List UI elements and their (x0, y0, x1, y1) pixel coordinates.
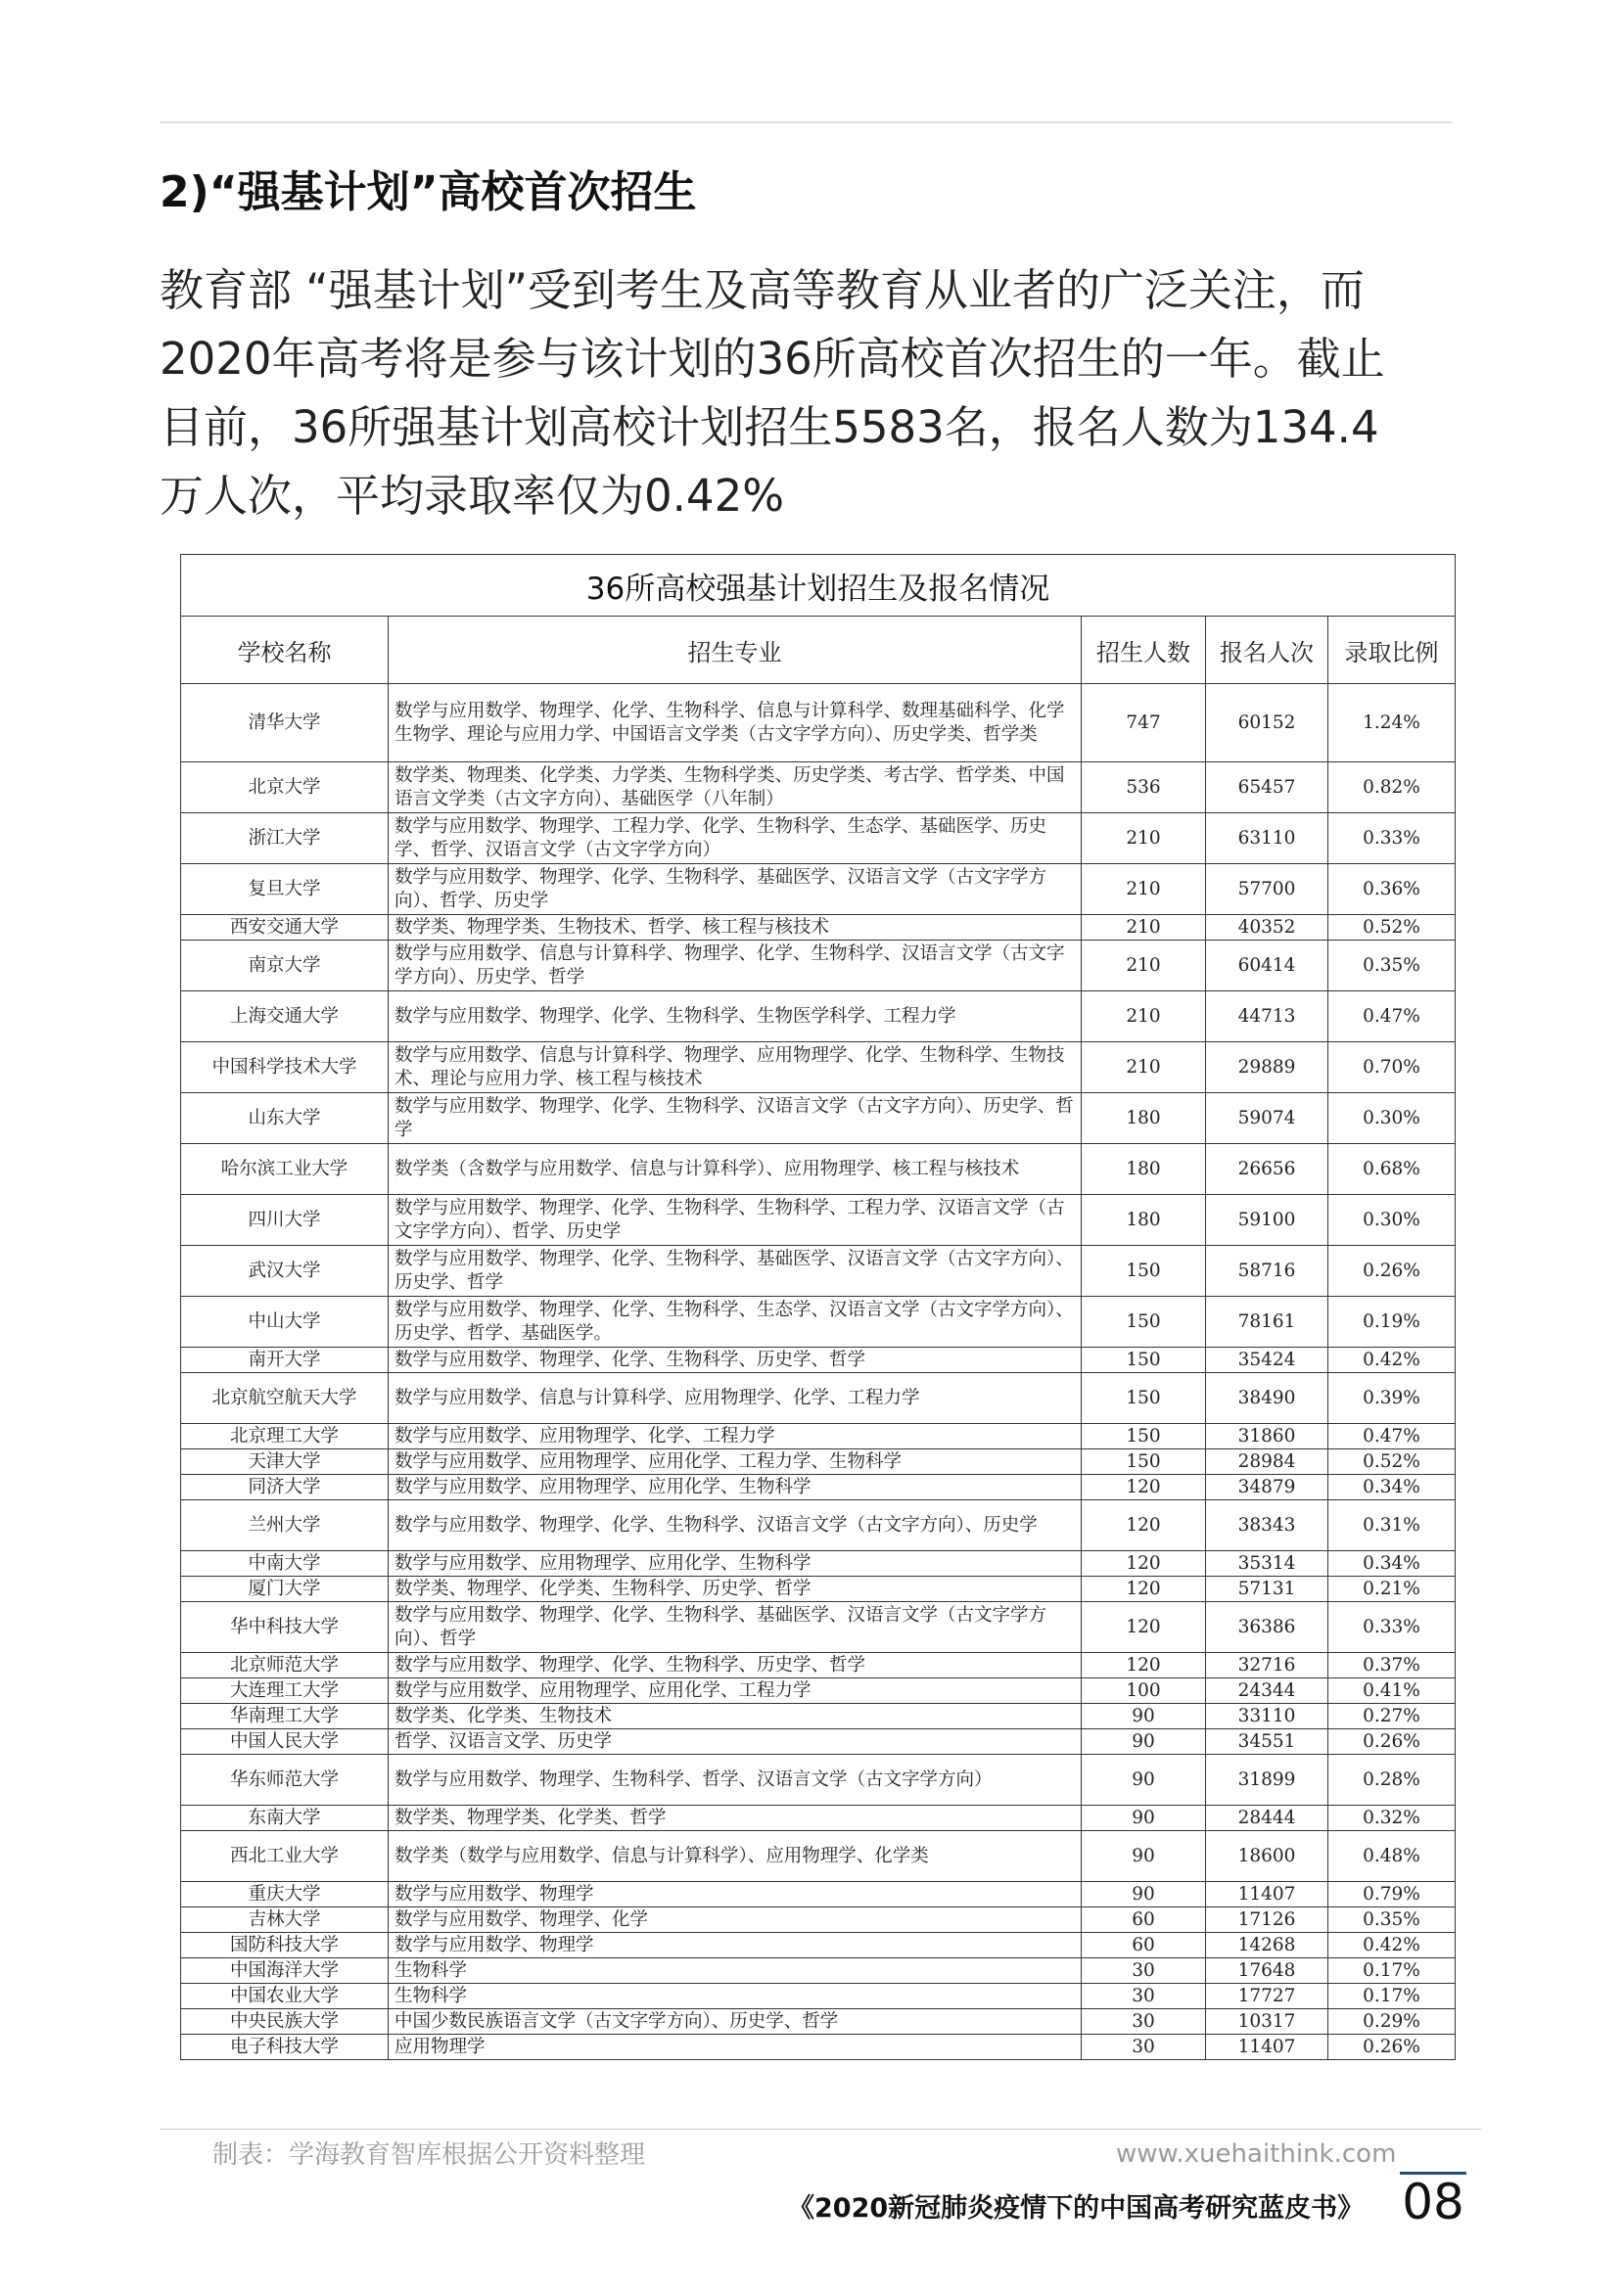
applicants-cell: 33110 (1206, 1704, 1328, 1729)
school-name-cell: 西北工业大学 (181, 1831, 389, 1882)
major-cell: 数学与应用数学、物理学、化学、生物科学、历史学、哲学 (389, 1653, 1082, 1678)
applicants-cell: 59100 (1206, 1195, 1328, 1246)
applicants-cell: 32716 (1206, 1653, 1328, 1678)
quota-cell: 180 (1082, 1195, 1206, 1246)
quota-cell: 150 (1082, 1348, 1206, 1373)
table-row (181, 1195, 1456, 1246)
applicants-cell: 17126 (1206, 1907, 1328, 1933)
table-row (181, 1042, 1456, 1093)
admission-rate-cell: 0.42% (1328, 1933, 1456, 1958)
applicants-cell: 60414 (1206, 941, 1328, 991)
major-cell: 数学与应用数学、物理学、化学、生物科学、生物医学科学、工程力学 (389, 991, 1082, 1042)
quota-cell: 210 (1082, 941, 1206, 991)
major-cell: 数学类、物理类、化学类、力学类、生物科学类、历史学类、考古学、哲学类、中国语言文学类（古文字方向）、基础医学（八年制） (389, 762, 1082, 813)
quota-cell: 90 (1082, 1806, 1206, 1831)
school-name-cell: 华中科技大学 (181, 1602, 389, 1653)
school-name-cell: 中山大学 (181, 1297, 389, 1348)
table-row (181, 1958, 1456, 1984)
quota-cell: 150 (1082, 1297, 1206, 1348)
major-cell: 数学与应用数学、应用物理学、应用化学、工程力学、生物科学 (389, 1449, 1082, 1475)
school-name-cell: 国防科技大学 (181, 1933, 389, 1958)
admission-rate-cell: 0.19% (1328, 1297, 1456, 1348)
applicants-cell: 24344 (1206, 1678, 1328, 1704)
quota-cell: 90 (1082, 1704, 1206, 1729)
quota-cell: 30 (1082, 1958, 1206, 1984)
major-cell: 数学与应用数学、信息与计算科学、物理学、应用物理学、化学、生物科学、生物技术、理论与应用力学、核工程与核技术 (389, 1042, 1082, 1093)
table-row (181, 2009, 1456, 2035)
table-row (181, 1984, 1456, 2009)
school-name-cell: 西安交通大学 (181, 915, 389, 941)
quota-cell: 120 (1082, 1475, 1206, 1500)
admission-rate-cell: 0.27% (1328, 1704, 1456, 1729)
table-row (181, 1144, 1456, 1195)
intro-line: 万人次，平均录取率仅为0.42% (160, 470, 784, 522)
major-cell: 中国少数民族语言文学（古文字学方向）、历史学、哲学 (389, 2009, 1082, 2035)
table-row (181, 1297, 1456, 1348)
applicants-cell: 28984 (1206, 1449, 1328, 1475)
applicants-cell: 11407 (1206, 1882, 1328, 1907)
quota-cell: 150 (1082, 1424, 1206, 1449)
quota-cell: 120 (1082, 1653, 1206, 1678)
school-name-cell: 清华大学 (181, 684, 389, 762)
admission-rate-cell: 0.26% (1328, 2035, 1456, 2060)
intro-line: 目前，36所强基计划高校计划招生5583名，报名人数为134.4 (160, 401, 1379, 453)
table-row (181, 762, 1456, 813)
admission-rate-cell: 0.34% (1328, 1475, 1456, 1500)
section-title: 2)“强基计划”高校首次招生 (160, 167, 697, 217)
school-name-cell: 上海交通大学 (181, 991, 389, 1042)
major-cell: 数学与应用数学、物理学 (389, 1882, 1082, 1907)
admission-rate-cell: 0.39% (1328, 1373, 1456, 1424)
major-cell: 数学与应用数学、应用物理学、化学、工程力学 (389, 1424, 1082, 1449)
applicants-cell: 44713 (1206, 991, 1328, 1042)
footer-divider (160, 2129, 1481, 2130)
table-row (181, 684, 1456, 762)
quota-cell: 536 (1082, 762, 1206, 813)
major-cell: 数学与应用数学、物理学、化学、生物科学、基础医学、汉语言文学（古文字学方向）、哲学 (389, 1602, 1082, 1653)
admission-rate-cell: 0.47% (1328, 991, 1456, 1042)
applicants-cell: 63110 (1206, 813, 1328, 864)
admission-rate-cell: 0.82% (1328, 762, 1456, 813)
major-cell: 应用物理学 (389, 2035, 1082, 2060)
school-name-cell: 兰州大学 (181, 1500, 389, 1551)
table-row (181, 1729, 1456, 1755)
major-cell: 数学与应用数学、物理学、化学、生物科学、基础医学、汉语言文学（古文字方向）、历史学、哲学 (389, 1246, 1082, 1297)
quota-cell: 120 (1082, 1500, 1206, 1551)
school-name-cell: 北京航空航天大学 (181, 1373, 389, 1424)
applicants-cell: 31899 (1206, 1755, 1328, 1806)
admission-rate-cell: 0.26% (1328, 1729, 1456, 1755)
book-title: 《2020新冠肺炎疫情下的中国高考研究蓝皮书》 (788, 2193, 1365, 2224)
site-url: www.xuehaithink.com (1116, 2139, 1397, 2169)
quota-cell: 30 (1082, 2009, 1206, 2035)
school-name-cell: 北京大学 (181, 762, 389, 813)
quota-cell: 60 (1082, 1907, 1206, 1933)
applicants-cell: 11407 (1206, 2035, 1328, 2060)
applicants-cell: 40352 (1206, 915, 1328, 941)
applicants-cell: 60152 (1206, 684, 1328, 762)
table-row (181, 1882, 1456, 1907)
intro-line: 教育部 “强基计划”受到考生及高等教育从业者的广泛关注，而 (160, 264, 1365, 316)
table-row (181, 1678, 1456, 1704)
source-note: 制表：学海教育智库根据公开资料整理 (212, 2140, 646, 2170)
applicants-cell: 18600 (1206, 1831, 1328, 1882)
quota-cell: 210 (1082, 915, 1206, 941)
admission-rate-cell: 0.31% (1328, 1500, 1456, 1551)
school-name-cell: 华东师范大学 (181, 1755, 389, 1806)
intro-paragraph (160, 256, 1462, 530)
school-name-cell: 华南理工大学 (181, 1704, 389, 1729)
admission-rate-cell: 0.33% (1328, 1602, 1456, 1653)
admission-rate-cell: 0.35% (1328, 1907, 1456, 1933)
quota-cell: 30 (1082, 2035, 1206, 2060)
admission-rate-cell: 1.24% (1328, 684, 1456, 762)
table-row (181, 1933, 1456, 1958)
table-row (181, 1602, 1456, 1653)
admission-rate-cell: 0.68% (1328, 1144, 1456, 1195)
admission-rate-cell: 0.30% (1328, 1195, 1456, 1246)
admission-rate-cell: 0.29% (1328, 2009, 1456, 2035)
admission-rate-cell: 0.52% (1328, 915, 1456, 941)
table-row (181, 1907, 1456, 1933)
quota-cell: 60 (1082, 1933, 1206, 1958)
admission-rate-cell: 0.17% (1328, 1984, 1456, 2009)
admission-rate-cell: 0.41% (1328, 1678, 1456, 1704)
quota-cell: 747 (1082, 684, 1206, 762)
major-cell: 数学与应用数学、物理学、化学、生物科学、汉语言文学（古文字方向）、历史学、哲学 (389, 1093, 1082, 1144)
table-row (181, 2035, 1456, 2060)
school-name-cell: 哈尔滨工业大学 (181, 1144, 389, 1195)
applicants-cell: 36386 (1206, 1602, 1328, 1653)
applicants-cell: 17727 (1206, 1984, 1328, 2009)
school-name-cell: 浙江大学 (181, 813, 389, 864)
school-name-cell: 山东大学 (181, 1093, 389, 1144)
major-cell: 数学类、物理学、化学类、生物科学、历史学、哲学 (389, 1577, 1082, 1602)
major-cell: 数学与应用数学、物理学、工程力学、化学、生物科学、生态学、基础医学、历史学、哲学、汉语言文学（古文字学方向） (389, 813, 1082, 864)
table-row (181, 1093, 1456, 1144)
school-name-cell: 东南大学 (181, 1806, 389, 1831)
header-school-name: 学校名称 (181, 617, 389, 684)
school-name-cell: 四川大学 (181, 1195, 389, 1246)
school-name-cell: 中国海洋大学 (181, 1958, 389, 1984)
table-row (181, 1551, 1456, 1577)
admission-rate-cell: 0.35% (1328, 941, 1456, 991)
admission-rate-cell: 0.70% (1328, 1042, 1456, 1093)
table-row (181, 1577, 1456, 1602)
table-body (181, 684, 1456, 2060)
applicants-cell: 59074 (1206, 1093, 1328, 1144)
enrollment-table-wrapper (180, 554, 1455, 2060)
applicants-cell: 10317 (1206, 2009, 1328, 2035)
applicants-cell: 38490 (1206, 1373, 1328, 1424)
table-row (181, 1500, 1456, 1551)
quota-cell: 120 (1082, 1577, 1206, 1602)
school-name-cell: 中国科学技术大学 (181, 1042, 389, 1093)
major-cell: 数学与应用数学、物理学、化学、生物科学、信息与计算科学、数理基础科学、化学生物学、理论与应用力学、中国语言文学类（古文字学方向）、历史学类、哲学类 (389, 684, 1082, 762)
school-name-cell: 中南大学 (181, 1551, 389, 1577)
table-row (181, 1806, 1456, 1831)
school-name-cell: 天津大学 (181, 1449, 389, 1475)
admission-rate-cell: 0.37% (1328, 1653, 1456, 1678)
quota-cell: 120 (1082, 1551, 1206, 1577)
header-quota: 招生人数 (1082, 617, 1206, 684)
quota-cell: 210 (1082, 864, 1206, 915)
major-cell: 数学与应用数学、物理学、化学、生物科学、历史学、哲学 (389, 1348, 1082, 1373)
major-cell: 生物科学 (389, 1958, 1082, 1984)
admission-rate-cell: 0.26% (1328, 1246, 1456, 1297)
table-row (181, 1246, 1456, 1297)
major-cell: 数学与应用数学、应用物理学、应用化学、生物科学 (389, 1475, 1082, 1500)
school-name-cell: 南开大学 (181, 1348, 389, 1373)
applicants-cell: 17648 (1206, 1958, 1328, 1984)
school-name-cell: 重庆大学 (181, 1882, 389, 1907)
major-cell: 数学与应用数学、物理学、生物科学、哲学、汉语言文学（古文字学方向） (389, 1755, 1082, 1806)
major-cell: 数学与应用数学、信息与计算科学、物理学、化学、生物科学、汉语言文学（古文字学方向）、历史学、哲学 (389, 941, 1082, 991)
applicants-cell: 34879 (1206, 1475, 1328, 1500)
table-row (181, 1449, 1456, 1475)
enrollment-table (180, 554, 1456, 2060)
applicants-cell: 78161 (1206, 1297, 1328, 1348)
applicants-cell: 57700 (1206, 864, 1328, 915)
table-row (181, 1704, 1456, 1729)
applicants-cell: 28444 (1206, 1806, 1328, 1831)
table-row (181, 1373, 1456, 1424)
applicants-cell: 34551 (1206, 1729, 1328, 1755)
major-cell: 数学与应用数学、物理学、化学、生物科学、汉语言文学（古文字方向）、历史学 (389, 1500, 1082, 1551)
quota-cell: 210 (1082, 991, 1206, 1042)
major-cell: 数学与应用数学、物理学、化学 (389, 1907, 1082, 1933)
table-row (181, 1653, 1456, 1678)
school-name-cell: 北京师范大学 (181, 1653, 389, 1678)
applicants-cell: 31860 (1206, 1424, 1328, 1449)
intro-line: 2020年高考将是参与该计划的36所高校首次招生的一年。截止 (160, 333, 1385, 385)
major-cell: 数学与应用数学、信息与计算科学、应用物理学、化学、工程力学 (389, 1373, 1082, 1424)
page-number: 08 (1402, 2174, 1464, 2230)
major-cell: 数学与应用数学、物理学、化学、生物科学、基础医学、汉语言文学（古文字学方向）、哲学、历史学 (389, 864, 1082, 915)
school-name-cell: 北京理工大学 (181, 1424, 389, 1449)
school-name-cell: 武汉大学 (181, 1246, 389, 1297)
header-applicants: 报名人次 (1206, 617, 1328, 684)
applicants-cell: 14268 (1206, 1933, 1328, 1958)
major-cell: 数学类（数学与应用数学、信息与计算科学）、应用物理学、化学类 (389, 1831, 1082, 1882)
quota-cell: 90 (1082, 1729, 1206, 1755)
table-row (181, 915, 1456, 941)
applicants-cell: 29889 (1206, 1042, 1328, 1093)
quota-cell: 150 (1082, 1449, 1206, 1475)
applicants-cell: 35314 (1206, 1551, 1328, 1577)
table-row (181, 1424, 1456, 1449)
quota-cell: 90 (1082, 1882, 1206, 1907)
quota-cell: 210 (1082, 813, 1206, 864)
school-name-cell: 厦门大学 (181, 1577, 389, 1602)
school-name-cell: 大连理工大学 (181, 1678, 389, 1704)
quota-cell: 180 (1082, 1093, 1206, 1144)
major-cell: 数学与应用数学、物理学、化学、生物科学、生态学、汉语言文学（古文字学方向）、历史学、哲学、基础医学。 (389, 1297, 1082, 1348)
applicants-cell: 35424 (1206, 1348, 1328, 1373)
admission-rate-cell: 0.42% (1328, 1348, 1456, 1373)
quota-cell: 150 (1082, 1246, 1206, 1297)
major-cell: 数学与应用数学、应用物理学、应用化学、工程力学 (389, 1678, 1082, 1704)
school-name-cell: 中国人民大学 (181, 1729, 389, 1755)
table-row (181, 991, 1456, 1042)
table-row (181, 941, 1456, 991)
admission-rate-cell: 0.47% (1328, 1424, 1456, 1449)
school-name-cell: 电子科技大学 (181, 2035, 389, 2060)
quota-cell: 180 (1082, 1144, 1206, 1195)
major-cell: 数学与应用数学、应用物理学、应用化学、生物科学 (389, 1551, 1082, 1577)
applicants-cell: 58716 (1206, 1246, 1328, 1297)
table-row (181, 864, 1456, 915)
applicants-cell: 65457 (1206, 762, 1328, 813)
school-name-cell: 中国农业大学 (181, 1984, 389, 2009)
school-name-cell: 同济大学 (181, 1475, 389, 1500)
table-row (181, 1475, 1456, 1500)
admission-rate-cell: 0.48% (1328, 1831, 1456, 1882)
admission-rate-cell: 0.36% (1328, 864, 1456, 915)
major-cell: 生物科学 (389, 1984, 1082, 2009)
quota-cell: 90 (1082, 1831, 1206, 1882)
quota-cell: 210 (1082, 1042, 1206, 1093)
admission-rate-cell: 0.32% (1328, 1806, 1456, 1831)
admission-rate-cell: 0.17% (1328, 1958, 1456, 1984)
major-cell: 哲学、汉语言文学、历史学 (389, 1729, 1082, 1755)
table-caption: 36所高校强基计划招生及报名情况 (181, 555, 1456, 617)
major-cell: 数学与应用数学、物理学 (389, 1933, 1082, 1958)
table-row (181, 1755, 1456, 1806)
header-admission-rate: 录取比例 (1328, 617, 1456, 684)
table-row (181, 1831, 1456, 1882)
quota-cell: 90 (1082, 1755, 1206, 1806)
admission-rate-cell: 0.34% (1328, 1551, 1456, 1577)
school-name-cell: 吉林大学 (181, 1907, 389, 1933)
applicants-cell: 57131 (1206, 1577, 1328, 1602)
major-cell: 数学类、物理学类、生物技术、哲学、核工程与核技术 (389, 915, 1082, 941)
school-name-cell: 复旦大学 (181, 864, 389, 915)
admission-rate-cell: 0.52% (1328, 1449, 1456, 1475)
major-cell: 数学与应用数学、物理学、化学、生物科学、生物科学、工程力学、汉语言文学（古文字学方向）、哲学、历史学 (389, 1195, 1082, 1246)
quota-cell: 150 (1082, 1373, 1206, 1424)
applicants-cell: 38343 (1206, 1500, 1328, 1551)
applicants-cell: 26656 (1206, 1144, 1328, 1195)
admission-rate-cell: 0.21% (1328, 1577, 1456, 1602)
admission-rate-cell: 0.28% (1328, 1755, 1456, 1806)
quota-cell: 30 (1082, 1984, 1206, 2009)
admission-rate-cell: 0.79% (1328, 1882, 1456, 1907)
major-cell: 数学类、化学类、生物技术 (389, 1704, 1082, 1729)
major-cell: 数学类（含数学与应用数学、信息与计算科学）、应用物理学、核工程与核技术 (389, 1144, 1082, 1195)
table-row (181, 813, 1456, 864)
quota-cell: 100 (1082, 1678, 1206, 1704)
table-row (181, 1348, 1456, 1373)
school-name-cell: 南京大学 (181, 941, 389, 991)
top-divider (160, 121, 1452, 123)
admission-rate-cell: 0.30% (1328, 1093, 1456, 1144)
admission-rate-cell: 0.33% (1328, 813, 1456, 864)
major-cell: 数学类、物理学类、化学类、哲学 (389, 1806, 1082, 1831)
school-name-cell: 中央民族大学 (181, 2009, 389, 2035)
quota-cell: 120 (1082, 1602, 1206, 1653)
header-major: 招生专业 (389, 617, 1082, 684)
